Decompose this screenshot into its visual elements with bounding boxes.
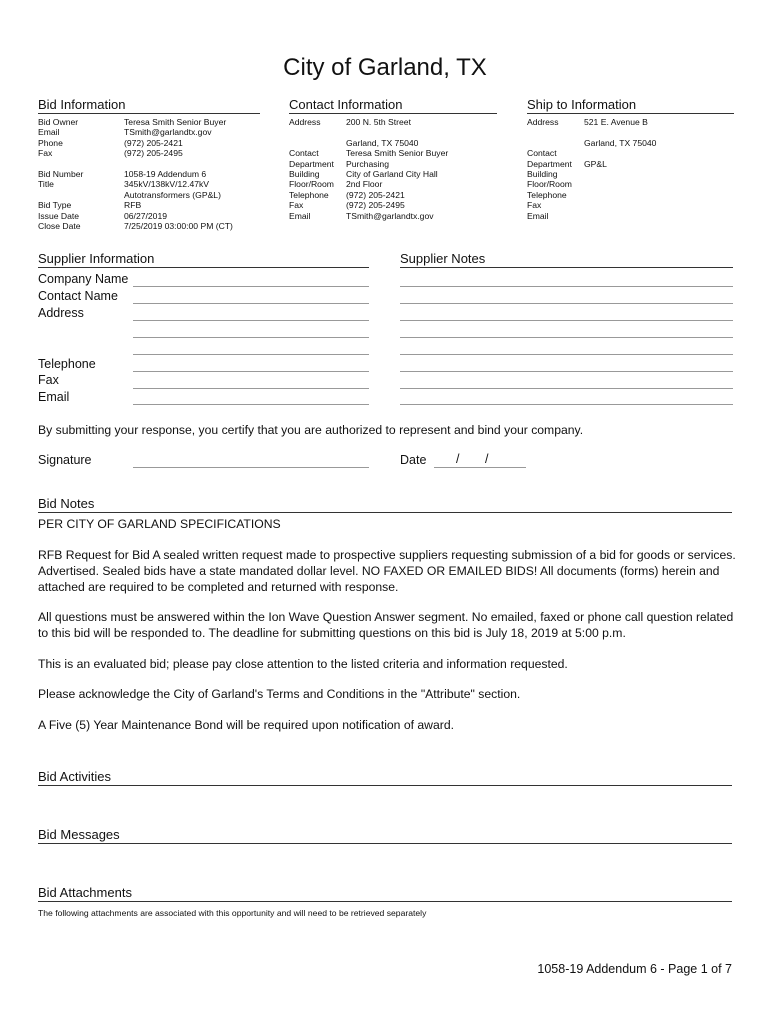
bid-activities-heading: Bid Activities: [38, 769, 732, 786]
bid-info-row: Email TSmith@garlandtx.gov: [38, 127, 212, 138]
ship-info-spacer: [527, 127, 656, 137]
ship-info-table: [527, 117, 656, 221]
company-name-label: Company Name: [38, 272, 129, 286]
contact-name-label: Contact Name: [38, 289, 118, 303]
bid-info-row: Bid Number 1058-19 Addendum 6: [38, 169, 207, 180]
bid-info-row: Phone (972) 205-2421: [38, 137, 183, 148]
supplier-notes-line[interactable]: [400, 371, 733, 372]
date-separator: /: [456, 452, 460, 466]
bid-info-row: Title 345kV/138kV/12.47kV: [38, 179, 210, 190]
fax-label: Fax: [38, 373, 59, 387]
supplier-notes-line[interactable]: [400, 303, 733, 304]
supplier-notes-line[interactable]: [400, 354, 733, 355]
contact-info-row: Telephone (972) 205-2421: [289, 189, 405, 200]
bid-notes-spec: PER CITY OF GARLAND SPECIFICATIONS: [38, 517, 281, 531]
telephone-field[interactable]: [133, 371, 369, 372]
contact-info-row: Floor/Room 2nd Floor: [289, 179, 383, 190]
ship-info-row: Telephone: [527, 189, 567, 200]
address-field-2[interactable]: [133, 337, 369, 338]
bid-info-row: Close Date 7/25/2019 03:00:00 PM (CT): [38, 221, 233, 232]
page-title: City of Garland, TX: [283, 54, 487, 81]
date-separator: /: [485, 452, 489, 466]
date-label: Date: [400, 453, 427, 467]
email-label: Email: [38, 390, 70, 404]
bid-notes-paragraph: This is an evaluated bid; please pay close attention to the listed criteria and information requested.: [38, 657, 568, 671]
ship-info-heading: Ship to Information: [527, 97, 734, 114]
page-footer: 1058-19 Addendum 6 - Page 1 of 7: [537, 962, 732, 976]
bid-messages-heading: Bid Messages: [38, 827, 732, 844]
supplier-info-heading: Supplier Information: [38, 251, 369, 268]
contact-info-row: Contact Teresa Smith Senior Buyer: [289, 148, 449, 159]
bid-info-row: Fax (972) 205-2495: [38, 148, 183, 159]
bid-notes-heading: Bid Notes: [38, 496, 732, 513]
bid-info-table: [38, 117, 233, 231]
bid-notes-paragraph: RFB Request for Bid A sealed written request made to prospective suppliers requesting submission of a bid for goods or services. Advertised. Sealed bids have a state mandated dollar level. NO FAXED OR EMAILED BIDS! All documents (forms) herein and attached are required to be completed and returned with response.: [38, 548, 736, 594]
contact-info-spacer: [289, 127, 448, 137]
ship-info-row: Fax: [527, 200, 542, 211]
date-field[interactable]: [434, 467, 526, 468]
supplier-notes-heading: Supplier Notes: [400, 251, 733, 268]
supplier-notes-line[interactable]: [400, 337, 733, 338]
fax-field[interactable]: [133, 388, 369, 389]
contact-info-row: Email TSmith@garlandtx.gov: [289, 210, 434, 221]
address-label: Address: [38, 306, 84, 320]
bid-info-row: Bid Type RFB: [38, 200, 142, 211]
certify-text: By submitting your response, you certify that you are authorized to represent and bind your company.: [38, 423, 584, 437]
bid-info-row: Issue Date 06/27/2019: [38, 210, 168, 221]
bid-attachments-heading: Bid Attachments: [38, 885, 732, 902]
supplier-notes-line[interactable]: [400, 286, 733, 287]
contact-info-row: Address 200 N. 5th Street: [289, 117, 411, 127]
contact-name-field[interactable]: [133, 303, 369, 304]
bid-notes-paragraph: A Five (5) Year Maintenance Bond will be required upon notification of award.: [38, 718, 454, 732]
bid-info-spacer: [38, 159, 233, 169]
email-field[interactable]: [133, 404, 369, 405]
bid-info-row: Bid Owner Teresa Smith Senior Buyer: [38, 117, 227, 127]
bid-info-row: Autotransformers (GP&L): [124, 189, 221, 200]
bid-notes-paragraph: Please acknowledge the City of Garland's Terms and Conditions in the "Attribute" section.: [38, 687, 521, 701]
contact-info-heading: Contact Information: [289, 97, 497, 114]
ship-info-row: Email: [527, 210, 549, 221]
contact-info-row: Department Purchasing: [289, 158, 389, 169]
supplier-notes-line[interactable]: [400, 320, 733, 321]
contact-info-row: Garland, TX 75040: [346, 137, 419, 148]
address-field-1[interactable]: [133, 320, 369, 321]
company-name-field[interactable]: [133, 286, 369, 287]
ship-info-row: Department GP&L: [527, 158, 607, 169]
contact-info-table: [289, 117, 448, 221]
signature-field[interactable]: [133, 467, 369, 468]
signature-label: Signature: [38, 453, 92, 467]
ship-info-row: Contact: [527, 148, 557, 159]
address-field-3[interactable]: [133, 354, 369, 355]
ship-info-row: Address 521 E. Avenue B: [527, 117, 648, 127]
supplier-notes-line[interactable]: [400, 404, 733, 405]
ship-info-row: Floor/Room: [527, 179, 572, 190]
bid-attachments-note: The following attachments are associated with this opportunity and will need to be retrieved separately: [38, 908, 427, 918]
bid-notes-paragraph: All questions must be answered within the Ion Wave Question Answer segment. No emailed, faxed or phone call question related to this bid will be responded to. The deadline for submitting questions on this bid is July 18, 2019 at 5:00 p.m.: [38, 610, 734, 640]
supplier-notes-line[interactable]: [400, 388, 733, 389]
bid-info-heading: Bid Information: [38, 97, 260, 114]
contact-info-row: Fax (972) 205-2495: [289, 200, 405, 211]
telephone-label: Telephone: [38, 357, 96, 371]
ship-info-row: Building: [527, 169, 558, 180]
ship-info-row: Garland, TX 75040: [584, 137, 657, 148]
contact-info-row: Building City of Garland City Hall: [289, 169, 438, 180]
